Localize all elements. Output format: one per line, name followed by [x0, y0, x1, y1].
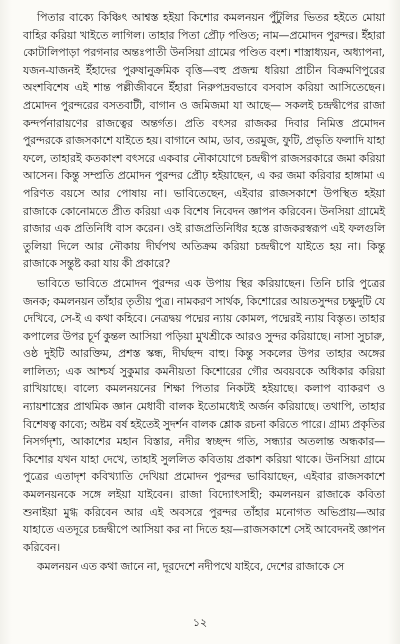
body-text [23, 9, 385, 576]
page-number: ১২ [192, 616, 208, 629]
paragraph-2: ভাবিতে ভাবিতে প্রমোদন পুরন্দর এক উপায় স্থির করিয়াছেন। তিনি চারি পুত্রের জনক; কমলনয়ন তাঁহার তৃতীয় পুত্র। নামকরণ সার্থক, কিশোরের আয়তসুন্দর চক্ষুদুটি যে দেখিবে, সে-ই এ কথা কহিবে। নেত্রদ্বয় পদ্মের ন্যায় কোমল, পদ্মেরই ন্যায় বিস্তৃত। তাহার কপালের উপর চূর্ণ কুন্তল আসিয়া পড়িয়া মুখশ্রীকে আরও সুন্দর করিয়াছে। নাসা সুচারু, ওষ্ঠ দুইটি আরক্তিম, প্রশস্ত স্কন্ধ, দীর্ঘছন্দ বাহু। কিন্তু সকলের উপর তাহার অঙ্গের লালিত্য; এক আশ্চর্য সুকুমার কমনীয়তা কিশোরের গৌর অবয়বকে অধিকার করিয়া রাখিয়াছে। বাল্যে কমলনয়নের শিক্ষা পিতার নিকটই হইয়াছে। কলাপ ব্যাকরণ ও ন্যায়শাস্ত্রের প্রাথমিক জ্ঞান মেধাবী বালক ইতোমধ্যেই অর্জন করিয়াছে। তথাপি, তাহার বিশেষত্ব কাব্যে; অষ্টম বর্ষ হইতেই সুদর্শন বালক শ্লোক রচনা করিতে পারে। গ্রাম্য প্রকৃতির নিসর্গদৃশ্য, আকাশের মহান বিস্তার, নদীর স্বচ্ছন্দ গতি, সন্ধ্যার অতলান্ত অন্ধকার—কিশোর যখন যাহা দেখে, তাহাই সুললিত কবিতায় প্রকাশ করিয়া থাকে। উনসিয়া গ্রামে পুত্রের এতাদৃশ কবিখ্যাতি দেখিয়া প্রমোদন পুরন্দর ভাবিয়াছেন, এইবার রাজসকাশে কমলনয়নকে সঙ্গে লইয়া যাইবেন। রাজা বিদ্যোৎসাহী; কমলনয়ন রাজাকে কবিতা শুনাইয়া মুগ্ধ করিবেন আর এই অবসরে পুরন্দর তাঁহার মনোগত অভিপ্রায়—আর যাহাতে এতদূরে চন্দ্রদ্বীপে আসিয়া কর না দিতে হয়—রাজসকাশে সেই আবেদনই জ্ঞাপন করিবেন। [23, 276, 385, 554]
paragraph-1: পিতার বাক্যে কিঞ্চিৎ আশ্বস্ত হইয়া কিশোর কমলনয়ন পুঁটুলির ভিতর হইতে মোয়া বাহির করিয়া খাইতে লাগিল। তাহার পিতা প্রৌঢ় পণ্ডিত; নাম—প্রমোদন পুরন্দর। ইঁহারা কোটালিপাড়া পরগনার অন্তঃপাতী উনসিয়া গ্রামের পণ্ডিত বংশ। শাস্ত্রাধ্যয়ন, অধ্যাপনা, যজন-যাজনই ইঁহাদের পুরুষানুক্রমিক বৃত্তি—বহু প্রজন্ম ধরিয়া প্রাচীন বিক্রমণিপুরের অংশবিশেষ এই শান্ত পল্লীজীবনে ইঁহারা নিরুপদ্রবভাবে বসবাস করিয়া আসিতেছেন। প্রমোদন পুরন্দরের বসতবাটী, বাগান ও জমিজমা যা আছে— সকলই চন্দ্রদ্বীপের রাজা কন্দর্পনারায়ণের রাজত্বের অন্তর্গত। প্রতি বৎসর রাজকর দিবার নিমিত্ত প্রমোদন পুরন্দরকে রাজসকাশে যাইতে হয়। বাগানে আম, ডাব, তরমুজ, ফুটি, প্রভৃতি ফলাদি যাহা ফলে, তাহারই কতকাংশ বৎসরে একবার নৌকাযোগে চন্দ্রদ্বীপ রাজসরকারে জমা করিয়া আসেন। কিন্তু সম্প্রতি প্রমোদন পুরন্দর প্রৌঢ় হইয়াছেন, এ কর জমা করিবার হাঙ্গামা এ পরিণত বয়সে আর পোষায় না। ভাবিতেছেন, এইবার রাজসকাশে উপস্থিত হইয়া রাজাকে কোনোমতে প্রীত করিয়া এক বিশেষ নিবেদন জ্ঞাপন করিবেন। উনসিয়া গ্রামেই রাজার এক প্রতিনিধি বাস করেন। ওই রাজপ্রতিনিধির হস্তে রাজকরস্বরূপ এই ফলগুলি তুলিয়া দিলে আর নৌকায় দীর্ঘপথ অতিক্রম করিয়া চন্দ্রদ্বীপে যাইতে হয় না। কিন্তু রাজাকে সন্তুষ্ট করা যায় কী প্রকারে? [23, 11, 385, 271]
paragraph-3: কমলনয়ন এত কথা জানে না, দূরদেশে নদীপথে যাইবে, দেশের রাজাকে সে [37, 560, 345, 574]
